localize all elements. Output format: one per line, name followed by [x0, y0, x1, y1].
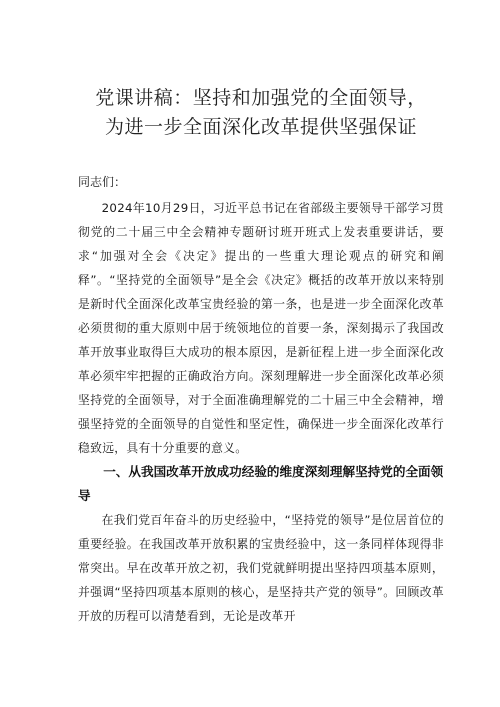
document-title: [78, 84, 444, 142]
title-line-1: 党课讲稿：坚持和加强党的全面领导，: [95, 87, 427, 109]
salutation: 同志们：: [78, 175, 127, 189]
body-paragraph-2: 在我们党百年奋斗的历史经验中，“坚持党的领导”是位居首位的重要经验。在我国改革开放积累的宝贵经验中，这一条同样体现得非常突出。早在改革开放之初，我们党就鲜明提出坚持四项基本原则，并强调“坚持四项基本原则的核心，是坚持共产党的领导”。回顾改革开放的历程可以清楚看到，无论是改革开: [78, 513, 444, 623]
title-line-2: 为进一步全面深化改革提供坚强保证: [104, 116, 417, 138]
section-heading-1: 一、从我国改革开放成功经验的维度深刻理解坚持党的全面领导: [78, 464, 444, 503]
body-paragraph-1: 2024年10月29日，习近平总书记在省部级主要领导干部学习贯彻党的二十届三中全会精神专题研讨班开班式上发表重要讲话，要求“加强对全会《决定》提出的一些重大理论观点的研究和阐释”。“坚持党的全面领导”是全会《决定》概括的改革开放以来特别是新时代全面深化改革宝贵经验的第一条，也是进一步全面深化改革必须贯彻的重大原则中居于统领地位的首要一条，深刻揭示了我国改革开放事业取得巨大成功的根本原因，是新征程上进一步全面深化改革必须牢牢把握的正确政治方向。深刻理解进一步全面深化改革必须坚持党的全面领导，对于全面准确理解党的二十届三中全会精神，增强坚持党的全面领导的自觉性和坚定性，确保进一步全面深化改革行稳致远，具有十分重要的意义。: [78, 201, 444, 455]
